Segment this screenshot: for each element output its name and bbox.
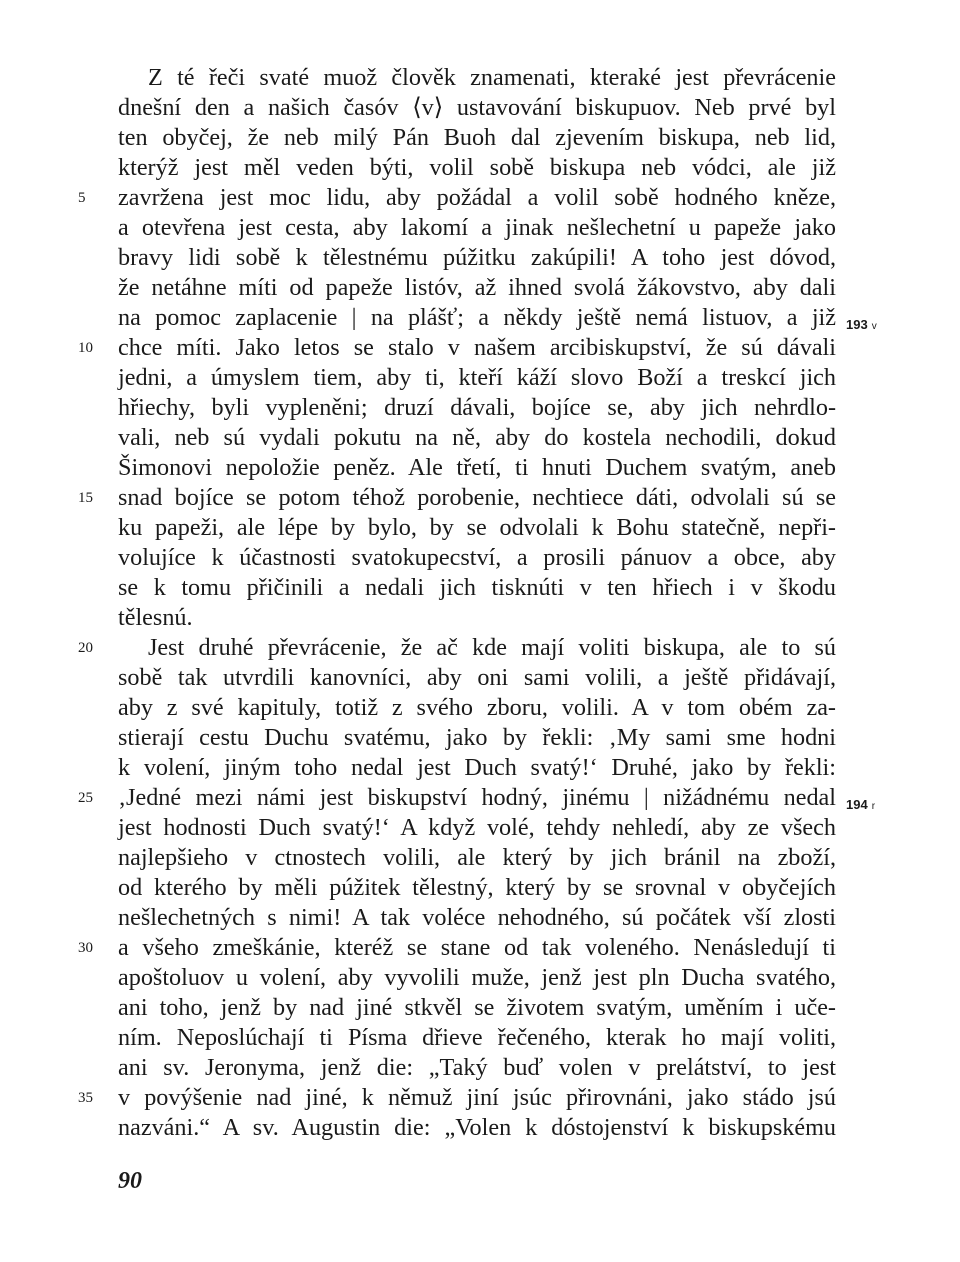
text-line: ten obyčej, že neb milý Pán Buoh dal zjevením biskupa, neb lid, (118, 124, 836, 151)
text-line: ním. Neposlúchají ti Písma dřieve řečeného, kterak ho mají voliti, (118, 1024, 836, 1051)
folio-reference-side: v (871, 321, 877, 332)
text-line: volujíce k účastnosti svatokupecství, a prosili pánuov a obce, aby (118, 544, 836, 571)
text-line: v povýšenie nad jiné, k němuž jiní jsúc přirovnáni, jako stádo jsú (118, 1084, 836, 1111)
folio-reference (846, 790, 875, 822)
line-number: 5 (78, 190, 86, 206)
line-number: 20 (78, 640, 93, 656)
line-number: 30 (78, 940, 93, 956)
text-line: hřiechy, byli vypleněni; druzí dávali, bojíce se, aby jich nehrdlo- (118, 394, 836, 421)
text-line: vali, neb sú vydali pokutu na ně, aby do kostela nechodili, dokud (118, 424, 836, 451)
folio-reference (846, 310, 877, 342)
folio-reference-number: 194 (846, 797, 868, 812)
line-number: 25 (78, 790, 93, 806)
text-line: nazváni.“ A sv. Augustin die: „Volen k dóstojenství k biskupskému (118, 1114, 836, 1141)
text-line: snad bojíce se potom téhož porobenie, nechtiece dáti, odvolali sú se (118, 484, 836, 511)
text-line: tělesnú. (118, 604, 193, 631)
text-line: a otevřena jest cesta, aby lakomí a jinak nešlechetní u papeže jako (118, 214, 836, 241)
text-line: se k tomu přičinili a nedali jich tisknúti v ten hřiech i v škodu (118, 574, 836, 601)
line-number: 15 (78, 490, 93, 506)
page-number: 90 (118, 1168, 142, 1194)
text-line: jest hodnosti Duch svatý!‘ A když volé, tehdy nehledí, aby ze všech (118, 814, 836, 841)
folio-reference-number: 193 (846, 317, 868, 332)
text-line: chce míti. Jako letos se stalo v našem arcibiskupství, že sú dávali (118, 334, 836, 361)
text-line: že netáhne míti od papeže listóv, až ihned svolá žákovstvo, aby dali (118, 274, 836, 301)
text-line: dnešní den a našich časóv ⟨v⟩ ustavování biskupuov. Neb prvé byl (118, 94, 836, 121)
text-line: sobě tak utvrdili kanovníci, aby oni sami volili, a ještě přidávají, (118, 664, 836, 691)
text-line: nešlechetných s nimi! A tak voléce nehodného, sú počátek vší zlosti (118, 904, 836, 931)
folio-reference-side: r (871, 801, 876, 812)
text-line: Šimonovi nepoložie peněz. Ale třetí, ti hnuti Duchem svatým, aneb (118, 454, 836, 481)
line-number: 10 (78, 340, 93, 356)
text-line: bravy lidi sobě k tělestnému púžitku zakúpili! A toho jest dóvod, (118, 244, 836, 271)
text-line: jedni, a úmyslem tiem, aby ti, kteří káží slovo Boží a treskcí jich (118, 364, 836, 391)
text-line: na pomoc zaplacenie | na plášť; a někdy ještě nemá listuov, a již (118, 304, 836, 331)
text-line: k volení, jiným toho nedal jest Duch svatý!‘ Druhé, jako by řekli: (118, 754, 836, 781)
text-line: ani sv. Jeronyma, jenž die: „Taký buď volen v prelátství, to jest (118, 1054, 836, 1081)
text-line: Z té řeči svaté muož člověk znamenati, kteraké jest převrácenie (148, 64, 836, 91)
text-line: ‚Jedné mezi námi jest biskupství hodný, jinému | nižádnému nedal (118, 784, 836, 811)
text-line: najlepšieho v ctnostech volili, ale který by jich bránil na zboží, (118, 844, 836, 871)
text-line: aby z své kapituly, totiž z svého zboru, volili. A v tom obém za- (118, 694, 836, 721)
text-line: kterýž jest měl veden býti, volil sobě biskupa neb vódci, ale již (118, 154, 836, 181)
line-number: 35 (78, 1090, 93, 1106)
text-line: Jest druhé převrácenie, že ač kde mají voliti biskupa, ale to sú (148, 634, 836, 661)
text-line: od kterého by měli púžitek tělestný, který by se srovnal v obyčejích (118, 874, 836, 901)
text-line: ku papeži, ale lépe by bylo, by se odvolali k Bohu statečně, nepři- (118, 514, 836, 541)
text-line: stierají cestu Duchu svatému, jako by řekli: ‚My sami sme hodni (118, 724, 836, 751)
text-line: ani toho, jenž by nad jiné stkvěl se životem svatým, uměním i uče- (118, 994, 836, 1021)
text-line: a všeho zmeškánie, kteréž se stane od tak voleného. Nenásledují ti (118, 934, 836, 961)
text-line: apoštoluov u volení, aby vyvolili muže, jenž jest pln Ducha svatého, (118, 964, 836, 991)
text-line: zavržena jest moc lidu, aby požádal a volil sobě hodného kněze, (118, 184, 836, 211)
